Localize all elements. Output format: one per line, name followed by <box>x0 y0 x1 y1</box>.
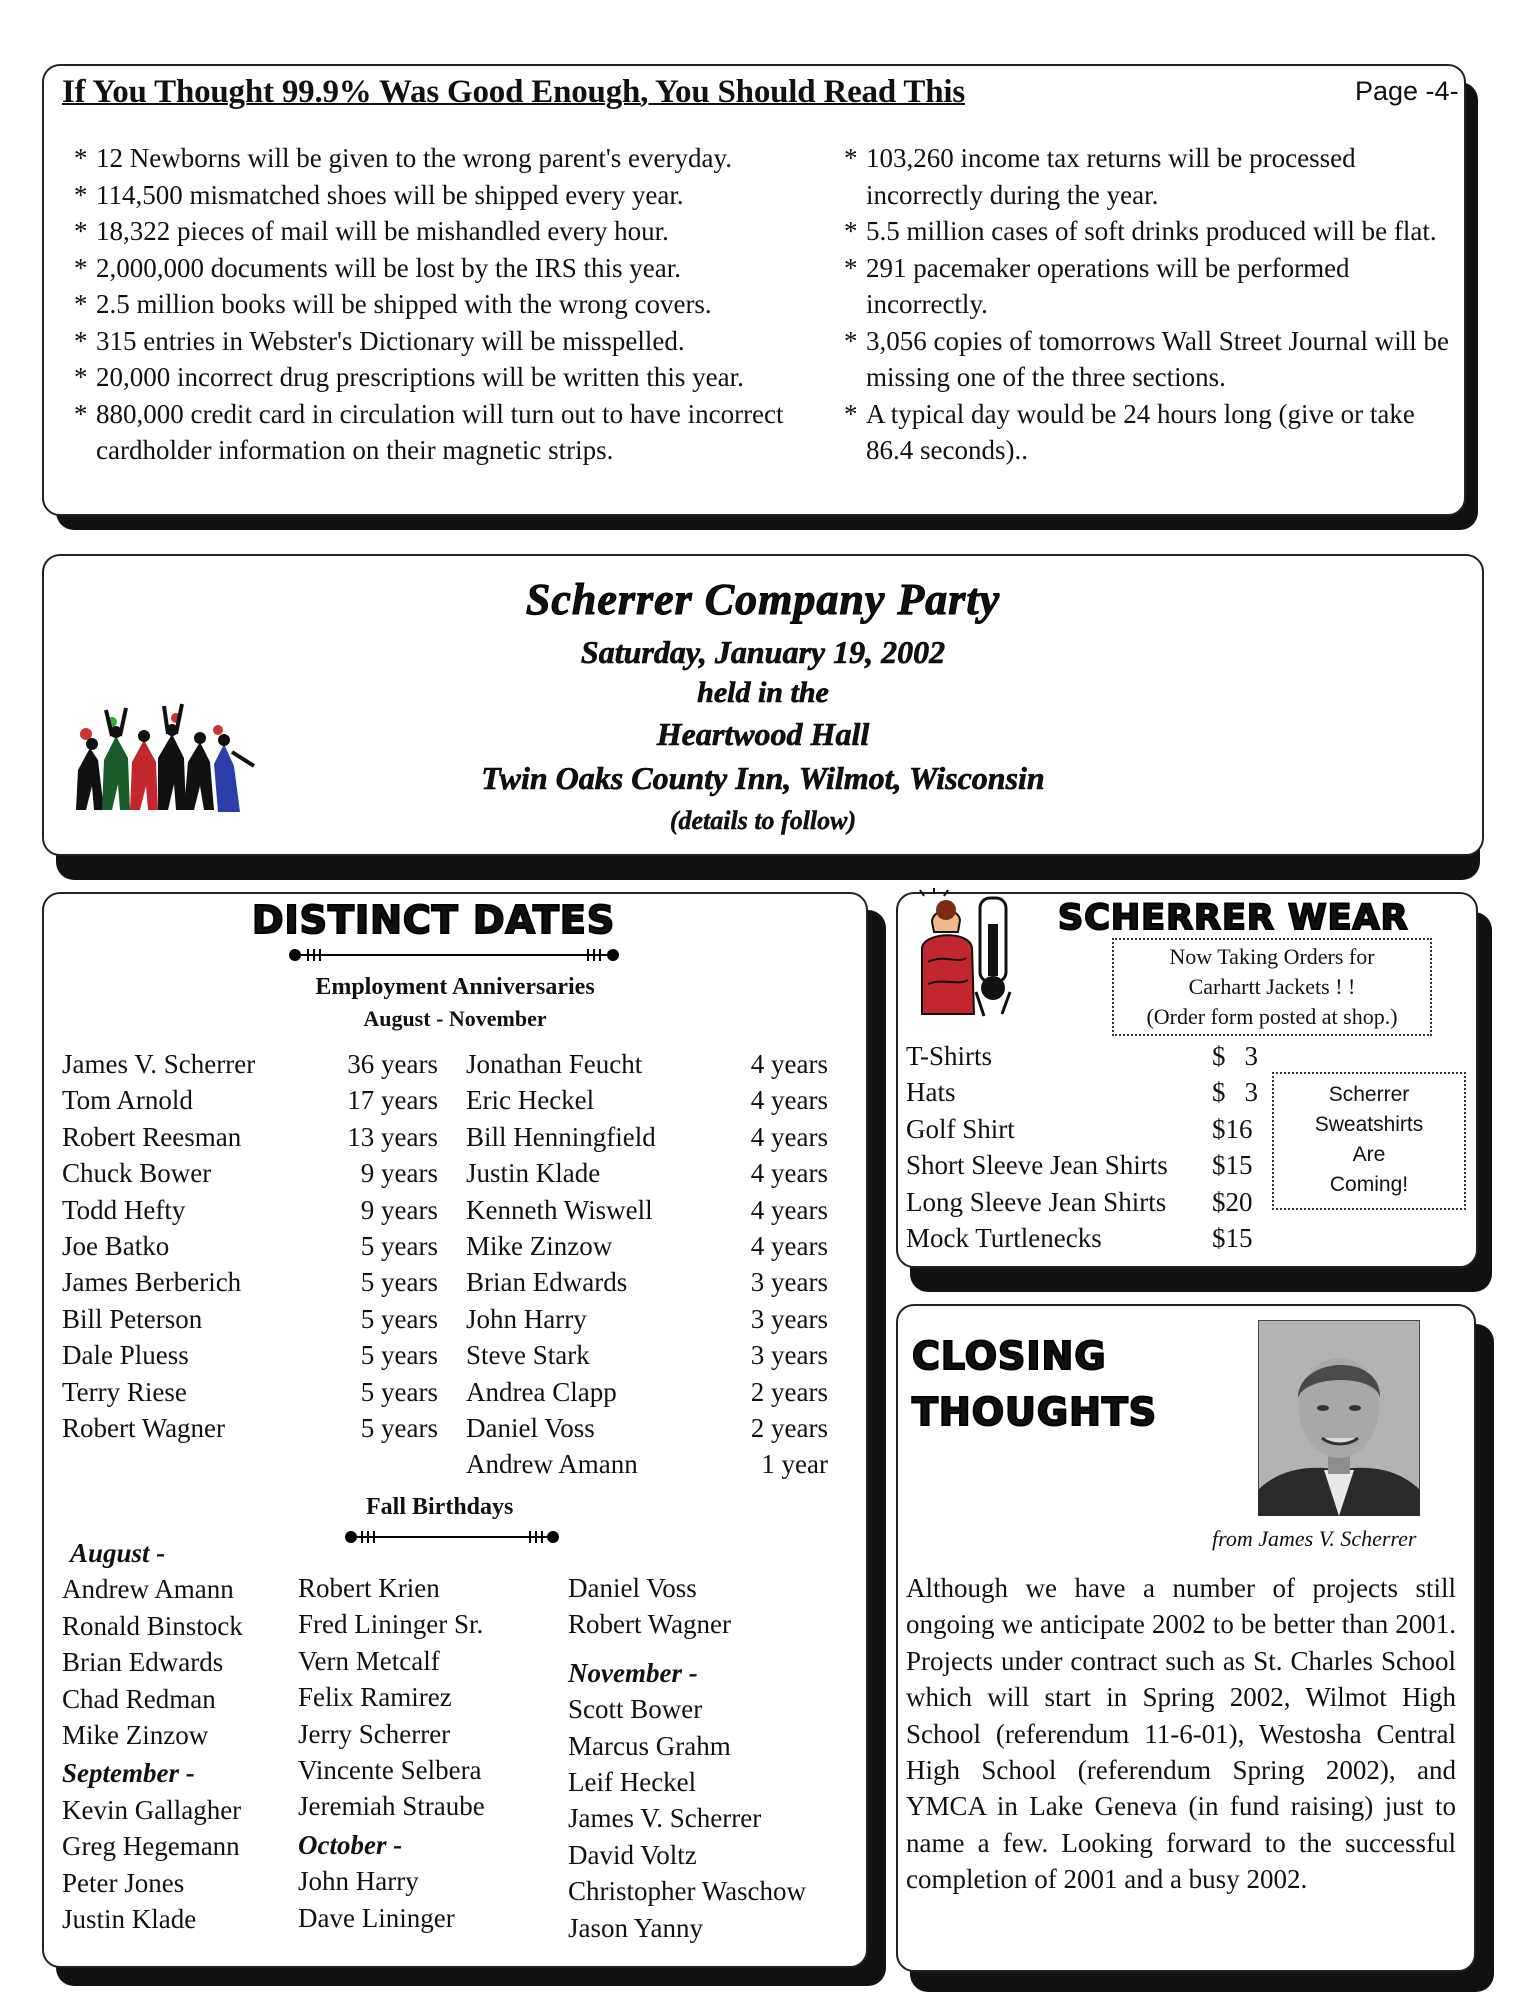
list-item <box>466 1119 828 1155</box>
anniversaries-left-list <box>62 1046 438 1446</box>
list-item: David Voltz <box>568 1839 697 1870</box>
years-value: 9 years <box>360 1158 438 1189</box>
list-item: Leif Heckel <box>568 1767 697 1798</box>
month-label-november: November - <box>568 1657 698 1688</box>
list-item <box>62 1374 438 1410</box>
employee-name: Andrew Amann <box>466 1449 638 1480</box>
fact-item: * A typical day would be 24 hours long (give or take 86.4 seconds).. <box>844 396 1464 469</box>
employee-name: James Berberich <box>62 1267 242 1298</box>
birthdays-column-1 <box>62 1535 243 1937</box>
distinct-dates-title: DISTINCT DATES <box>252 898 616 942</box>
fact-item: * 315 entries in Webster's Dictionary will be misspelled. <box>74 323 834 360</box>
notice-line: Now Taking Orders for <box>1169 944 1375 969</box>
employment-anniversaries-range: August - November <box>363 1006 547 1031</box>
years-value: 3 years <box>750 1340 828 1371</box>
list-item: Jason Yanny <box>568 1912 704 1943</box>
list-item: Peter Jones <box>62 1867 185 1898</box>
employee-name: Mike Zinzow <box>466 1231 613 1262</box>
list-item <box>906 1147 1258 1183</box>
item-name: Hats <box>906 1077 956 1108</box>
month-label-october: October - <box>298 1829 403 1860</box>
fact-item: * 18,322 pieces of mail will be mishandled every hour. <box>74 213 834 250</box>
employee-name: Justin Klade <box>466 1158 601 1189</box>
employee-name: Robert Wagner <box>62 1413 226 1444</box>
employee-name: Dale Pluess <box>62 1340 189 1371</box>
title-divider <box>288 948 620 962</box>
list-item <box>906 1074 1258 1110</box>
employee-name: Tom Arnold <box>62 1085 193 1116</box>
notice-line: Carhartt Jackets ! ! <box>1188 974 1356 999</box>
list-item <box>62 1192 438 1228</box>
employee-name: Kenneth Wiswell <box>466 1194 653 1225</box>
list-item <box>466 1301 828 1337</box>
list-item: Andrew Amann <box>62 1574 234 1605</box>
list-item <box>62 1119 438 1155</box>
years-value: 5 years <box>360 1376 438 1407</box>
closing-author-credit: from James V. Scherrer <box>1212 1526 1417 1551</box>
list-item: Felix Ramirez <box>298 1682 452 1713</box>
employee-name: Jonathan Feucht <box>466 1049 643 1079</box>
list-item: Jeremiah Straube <box>298 1791 485 1822</box>
anniversaries-right-list <box>466 1046 828 1483</box>
years-value: 2 years <box>750 1376 828 1407</box>
item-price-amount: 3 <box>1244 1077 1258 1108</box>
employee-name: Eric Heckel <box>466 1085 595 1116</box>
closing-title-line-2: THOUGHTS <box>912 1390 1158 1434</box>
list-item: John Harry <box>298 1866 419 1897</box>
fact-item: * 5.5 million cases of soft drinks produced will be flat. <box>844 213 1464 250</box>
employee-name: James V. Scherrer <box>62 1049 256 1079</box>
notice-line: (Order form posted at shop.) <box>1146 1004 1398 1029</box>
facts-title: If You Thought 99.9% Was Good Enough, You Should Read This <box>62 74 966 110</box>
years-value: 5 years <box>360 1340 438 1371</box>
list-item: Marcus Grahm <box>568 1730 731 1761</box>
years-value: 5 years <box>360 1413 438 1444</box>
years-value: 13 years <box>347 1121 438 1152</box>
list-item: Robert Krien <box>298 1573 440 1603</box>
month-label-august: August - <box>70 1538 166 1568</box>
years-value: 5 years <box>360 1267 438 1298</box>
years-value: 4 years <box>750 1194 828 1225</box>
years-value: 3 years <box>750 1267 828 1298</box>
years-value: 4 years <box>750 1158 828 1189</box>
years-value: 36 years <box>347 1049 438 1079</box>
list-item <box>466 1374 828 1410</box>
apparel-price-list <box>906 1038 1258 1256</box>
closing-thoughts-text: Although we have a number of projects still ongoing we anticipate 2002 to be better than 2001. Projects under contract such as St. Charles School which will start in Spring 2002, Wilmot High School (referendum 11-6-01), Westosha Central High School (referendum Spring 2002), and YMCA in Lake Geneva (in fund raising) just to name a few. Looking forward to the successful completion of 2001 and a busy 2002. <box>906 1573 1456 1895</box>
employment-anniversaries-heading: Employment Anniversaries <box>315 974 595 1000</box>
list-item: Dave Lininger <box>298 1902 455 1933</box>
years-value: 5 years <box>360 1303 438 1334</box>
list-item <box>906 1038 1258 1074</box>
list-item <box>62 1082 438 1118</box>
years-value: 1 year <box>761 1449 828 1480</box>
facts-right-list <box>844 140 1464 469</box>
party-title: Scherrer Company Party <box>525 575 1001 624</box>
birthdays-column-2 <box>298 1570 485 1936</box>
list-item <box>62 1301 438 1337</box>
list-item <box>62 1410 438 1446</box>
employee-name: Robert Reesman <box>62 1121 242 1152</box>
item-price: $16 <box>1212 1113 1253 1144</box>
list-item <box>466 1155 828 1191</box>
fact-item: * 880,000 credit card in circulation will turn out to have incorrect cardholder information on their magnetic strips. <box>74 396 834 469</box>
month-label-september: September - <box>62 1758 195 1789</box>
employee-name: Andrea Clapp <box>466 1376 617 1407</box>
fact-item: * 3,056 copies of tomorrows Wall Street Journal will be missing one of the three sections. <box>844 323 1464 396</box>
list-item <box>906 1111 1258 1147</box>
employee-name: Daniel Voss <box>466 1413 595 1444</box>
notice-line: Sweatshirts <box>1314 1113 1424 1136</box>
list-item <box>62 1046 438 1082</box>
list-item <box>62 1264 438 1300</box>
item-price: $20 <box>1212 1186 1253 1217</box>
years-value: 9 years <box>360 1194 438 1225</box>
employee-name: Brian Edwards <box>466 1267 628 1298</box>
fact-item: * 2.5 million books will be shipped with the wrong covers. <box>74 286 834 323</box>
list-item <box>906 1220 1258 1256</box>
list-item <box>466 1046 828 1082</box>
years-value: 3 years <box>750 1303 828 1334</box>
years-value: 4 years <box>750 1231 828 1262</box>
item-price: $ <box>1212 1077 1226 1108</box>
party-dancers-illustration <box>68 700 264 820</box>
list-item <box>62 1228 438 1264</box>
employee-name: Joe Batko <box>62 1231 170 1262</box>
list-item: Vincente Selbera <box>298 1755 482 1786</box>
item-name: Short Sleeve Jean Shirts <box>906 1150 1168 1181</box>
fact-item: * 103,260 income tax returns will be processed incorrectly during the year. <box>844 140 1464 213</box>
list-item <box>62 1155 438 1191</box>
closing-title-line-1: CLOSING <box>912 1334 1107 1378</box>
employee-name: Chuck Bower <box>62 1158 212 1189</box>
employee-name: Bill Peterson <box>62 1303 203 1334</box>
party-venue: Heartwood Hall <box>656 716 870 752</box>
list-item <box>466 1082 828 1118</box>
fact-item: * 12 Newborns will be given to the wrong parent's everyday. <box>74 140 834 177</box>
freezing-man-thermometer-illustration <box>914 888 1024 1024</box>
years-value: 4 years <box>750 1085 828 1116</box>
list-item <box>466 1264 828 1300</box>
facts-left-list <box>74 140 834 469</box>
years-value: 2 years <box>750 1413 828 1444</box>
fact-item: * 2,000,000 documents will be lost by the IRS this year. <box>74 250 834 287</box>
list-item <box>466 1228 828 1264</box>
employee-name: Bill Henningfield <box>466 1121 656 1152</box>
years-value: 4 years <box>750 1121 828 1152</box>
author-portrait-photo <box>1258 1320 1420 1516</box>
item-name: Golf Shirt <box>906 1113 1015 1144</box>
fall-birthdays-heading: Fall Birthdays <box>366 1494 514 1520</box>
party-held-in: held in the <box>697 676 829 709</box>
years-value: 5 years <box>360 1231 438 1262</box>
item-name: Long Sleeve Jean Shirts <box>906 1186 1167 1217</box>
fact-item: * 291 pacemaker operations will be performed incorrectly. <box>844 250 1464 323</box>
party-date: Saturday, January 19, 2002 <box>580 634 946 670</box>
list-item <box>906 1184 1258 1220</box>
employee-name: Terry Riese <box>62 1376 187 1407</box>
list-item: Scott Bower <box>568 1694 703 1725</box>
list-item <box>466 1446 828 1482</box>
party-location: Twin Oaks County Inn, Wilmot, Wisconsin <box>481 760 1045 796</box>
fact-item: * 20,000 incorrect drug prescriptions will be written this year. <box>74 359 834 396</box>
years-value: 4 years <box>750 1049 828 1079</box>
list-item: Christopher Waschow <box>568 1876 807 1907</box>
item-name: T-Shirts <box>906 1041 993 1071</box>
list-item: Justin Klade <box>62 1904 197 1935</box>
list-item: Daniel Voss <box>568 1573 697 1603</box>
page-number: Page -4- <box>1355 76 1459 106</box>
scherrer-wear-title: SCHERRER WEAR <box>1058 898 1409 938</box>
list-item: Ronald Binstock <box>62 1610 243 1641</box>
list-item: Fred Lininger Sr. <box>298 1609 484 1640</box>
employee-name: Steve Stark <box>466 1340 590 1371</box>
fact-item: * 114,500 mismatched shoes will be shipped every year. <box>74 177 834 214</box>
item-price: $15 <box>1212 1150 1253 1181</box>
list-item <box>466 1410 828 1446</box>
list-item: Vern Metcalf <box>298 1645 440 1676</box>
notice-line: Scherrer <box>1328 1083 1410 1106</box>
birthdays-divider <box>344 1530 560 1544</box>
list-item <box>466 1192 828 1228</box>
list-item: Chad Redman <box>62 1683 216 1714</box>
list-item: Robert Wagner <box>568 1609 732 1640</box>
sweatshirts-notice <box>1272 1072 1466 1210</box>
notice-line: Coming! <box>1329 1173 1409 1196</box>
item-price: $ <box>1212 1041 1226 1071</box>
list-item: Brian Edwards <box>62 1647 224 1678</box>
employee-name: John Harry <box>466 1303 587 1334</box>
list-item: Kevin Gallagher <box>62 1794 242 1825</box>
years-value: 17 years <box>347 1085 438 1116</box>
party-details-note: (details to follow) <box>669 806 857 835</box>
list-item <box>62 1337 438 1373</box>
item-name: Mock Turtlenecks <box>906 1223 1102 1254</box>
list-item: James V. Scherrer <box>568 1803 762 1834</box>
list-item: Mike Zinzow <box>62 1720 209 1751</box>
list-item: Greg Hegemann <box>62 1831 240 1862</box>
item-price-amount: 3 <box>1244 1041 1258 1071</box>
item-price: $15 <box>1212 1223 1253 1254</box>
list-item <box>466 1337 828 1373</box>
list-item: Jerry Scherrer <box>298 1718 451 1749</box>
birthdays-column-3 <box>568 1570 806 1946</box>
employee-name: Todd Hefty <box>62 1194 186 1225</box>
notice-line: Are <box>1352 1143 1386 1166</box>
jacket-orders-notice <box>1112 938 1432 1036</box>
